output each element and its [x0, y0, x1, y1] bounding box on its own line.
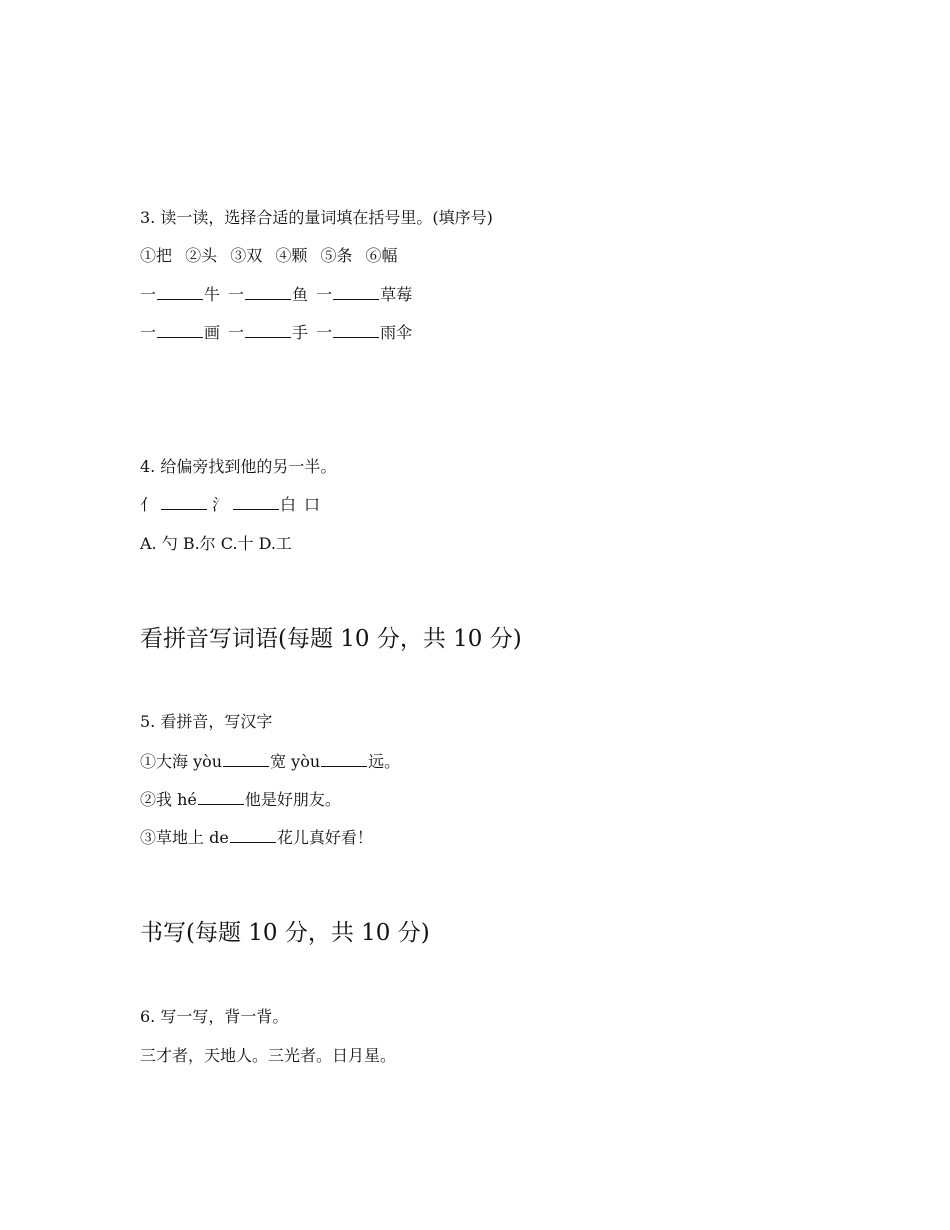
section-heading-writing: 书写(每题 10 分，共 10 分): [140, 920, 430, 946]
question-3-row-1: [140, 284, 412, 306]
prompt-text: ②我 hé: [140, 790, 197, 809]
option-5: ⑤条: [320, 246, 353, 265]
question-6-title: 6. 写一写，背一背。: [140, 1007, 289, 1026]
answer-blank[interactable]: [161, 495, 207, 510]
prompt-text: 花儿真好看！: [276, 828, 373, 847]
noun: 牛: [204, 285, 221, 304]
question-3-row-2: [140, 322, 412, 344]
radical-mouth: 口: [304, 495, 321, 514]
measure-prefix: 一: [316, 323, 333, 342]
prompt-text: 远。: [368, 752, 401, 771]
prompt-text: ③草地上 de: [140, 828, 229, 847]
answer-blank[interactable]: [198, 790, 244, 805]
question-5-line-3: [140, 827, 373, 849]
option-1: ①把: [140, 246, 173, 265]
answer-blank[interactable]: [157, 285, 203, 300]
option-6: ⑥幅: [365, 246, 398, 265]
section-heading-pinyin: 看拼音写词语(每题 10 分，共 10 分): [140, 626, 522, 652]
answer-blank[interactable]: [333, 323, 379, 338]
option-2: ②头: [185, 246, 218, 265]
answer-blank[interactable]: [245, 285, 291, 300]
prompt-text: 宽 yòu: [270, 752, 321, 771]
question-5-line-2: [140, 789, 341, 811]
option-3: ③双: [230, 246, 263, 265]
answer-blank[interactable]: [245, 323, 291, 338]
prompt-text: ①大海 yòu: [140, 752, 223, 771]
answer-blank[interactable]: [223, 752, 269, 767]
radical-white: 白: [280, 495, 297, 514]
measure-prefix: 一: [228, 323, 245, 342]
answer-blank[interactable]: [230, 828, 276, 843]
radical-water: 氵: [212, 495, 229, 514]
option-4: ④颗: [275, 246, 308, 265]
prompt-text: 他是好朋友。: [244, 790, 341, 809]
measure-prefix: 一: [316, 285, 333, 304]
question-3-options: [140, 245, 398, 267]
noun: 雨伞: [380, 323, 413, 342]
question-4-radicals: [140, 494, 320, 516]
noun: 画: [204, 323, 221, 342]
question-3-title: 3. 读一读，选择合适的量词填在括号里。(填序号): [140, 208, 493, 227]
answer-blank[interactable]: [321, 752, 367, 767]
noun: 草莓: [380, 285, 413, 304]
measure-prefix: 一: [228, 285, 245, 304]
noun: 鱼: [292, 285, 309, 304]
question-6-text: 三才者，天地人。三光者。日月星。: [140, 1046, 397, 1065]
noun: 手: [292, 323, 309, 342]
measure-prefix: 一: [140, 285, 157, 304]
measure-prefix: 一: [140, 323, 157, 342]
answer-blank[interactable]: [157, 323, 203, 338]
question-5-title: 5. 看拼音，写汉字: [140, 712, 273, 731]
radical-person: 亻: [140, 495, 157, 514]
answer-blank[interactable]: [233, 495, 279, 510]
question-4-title: 4. 给偏旁找到他的另一半。: [140, 457, 337, 476]
question-5-line-1: [140, 751, 400, 773]
answer-blank[interactable]: [333, 285, 379, 300]
question-4-choices: A. 勺 B.尔 C.十 D.工: [140, 534, 292, 553]
